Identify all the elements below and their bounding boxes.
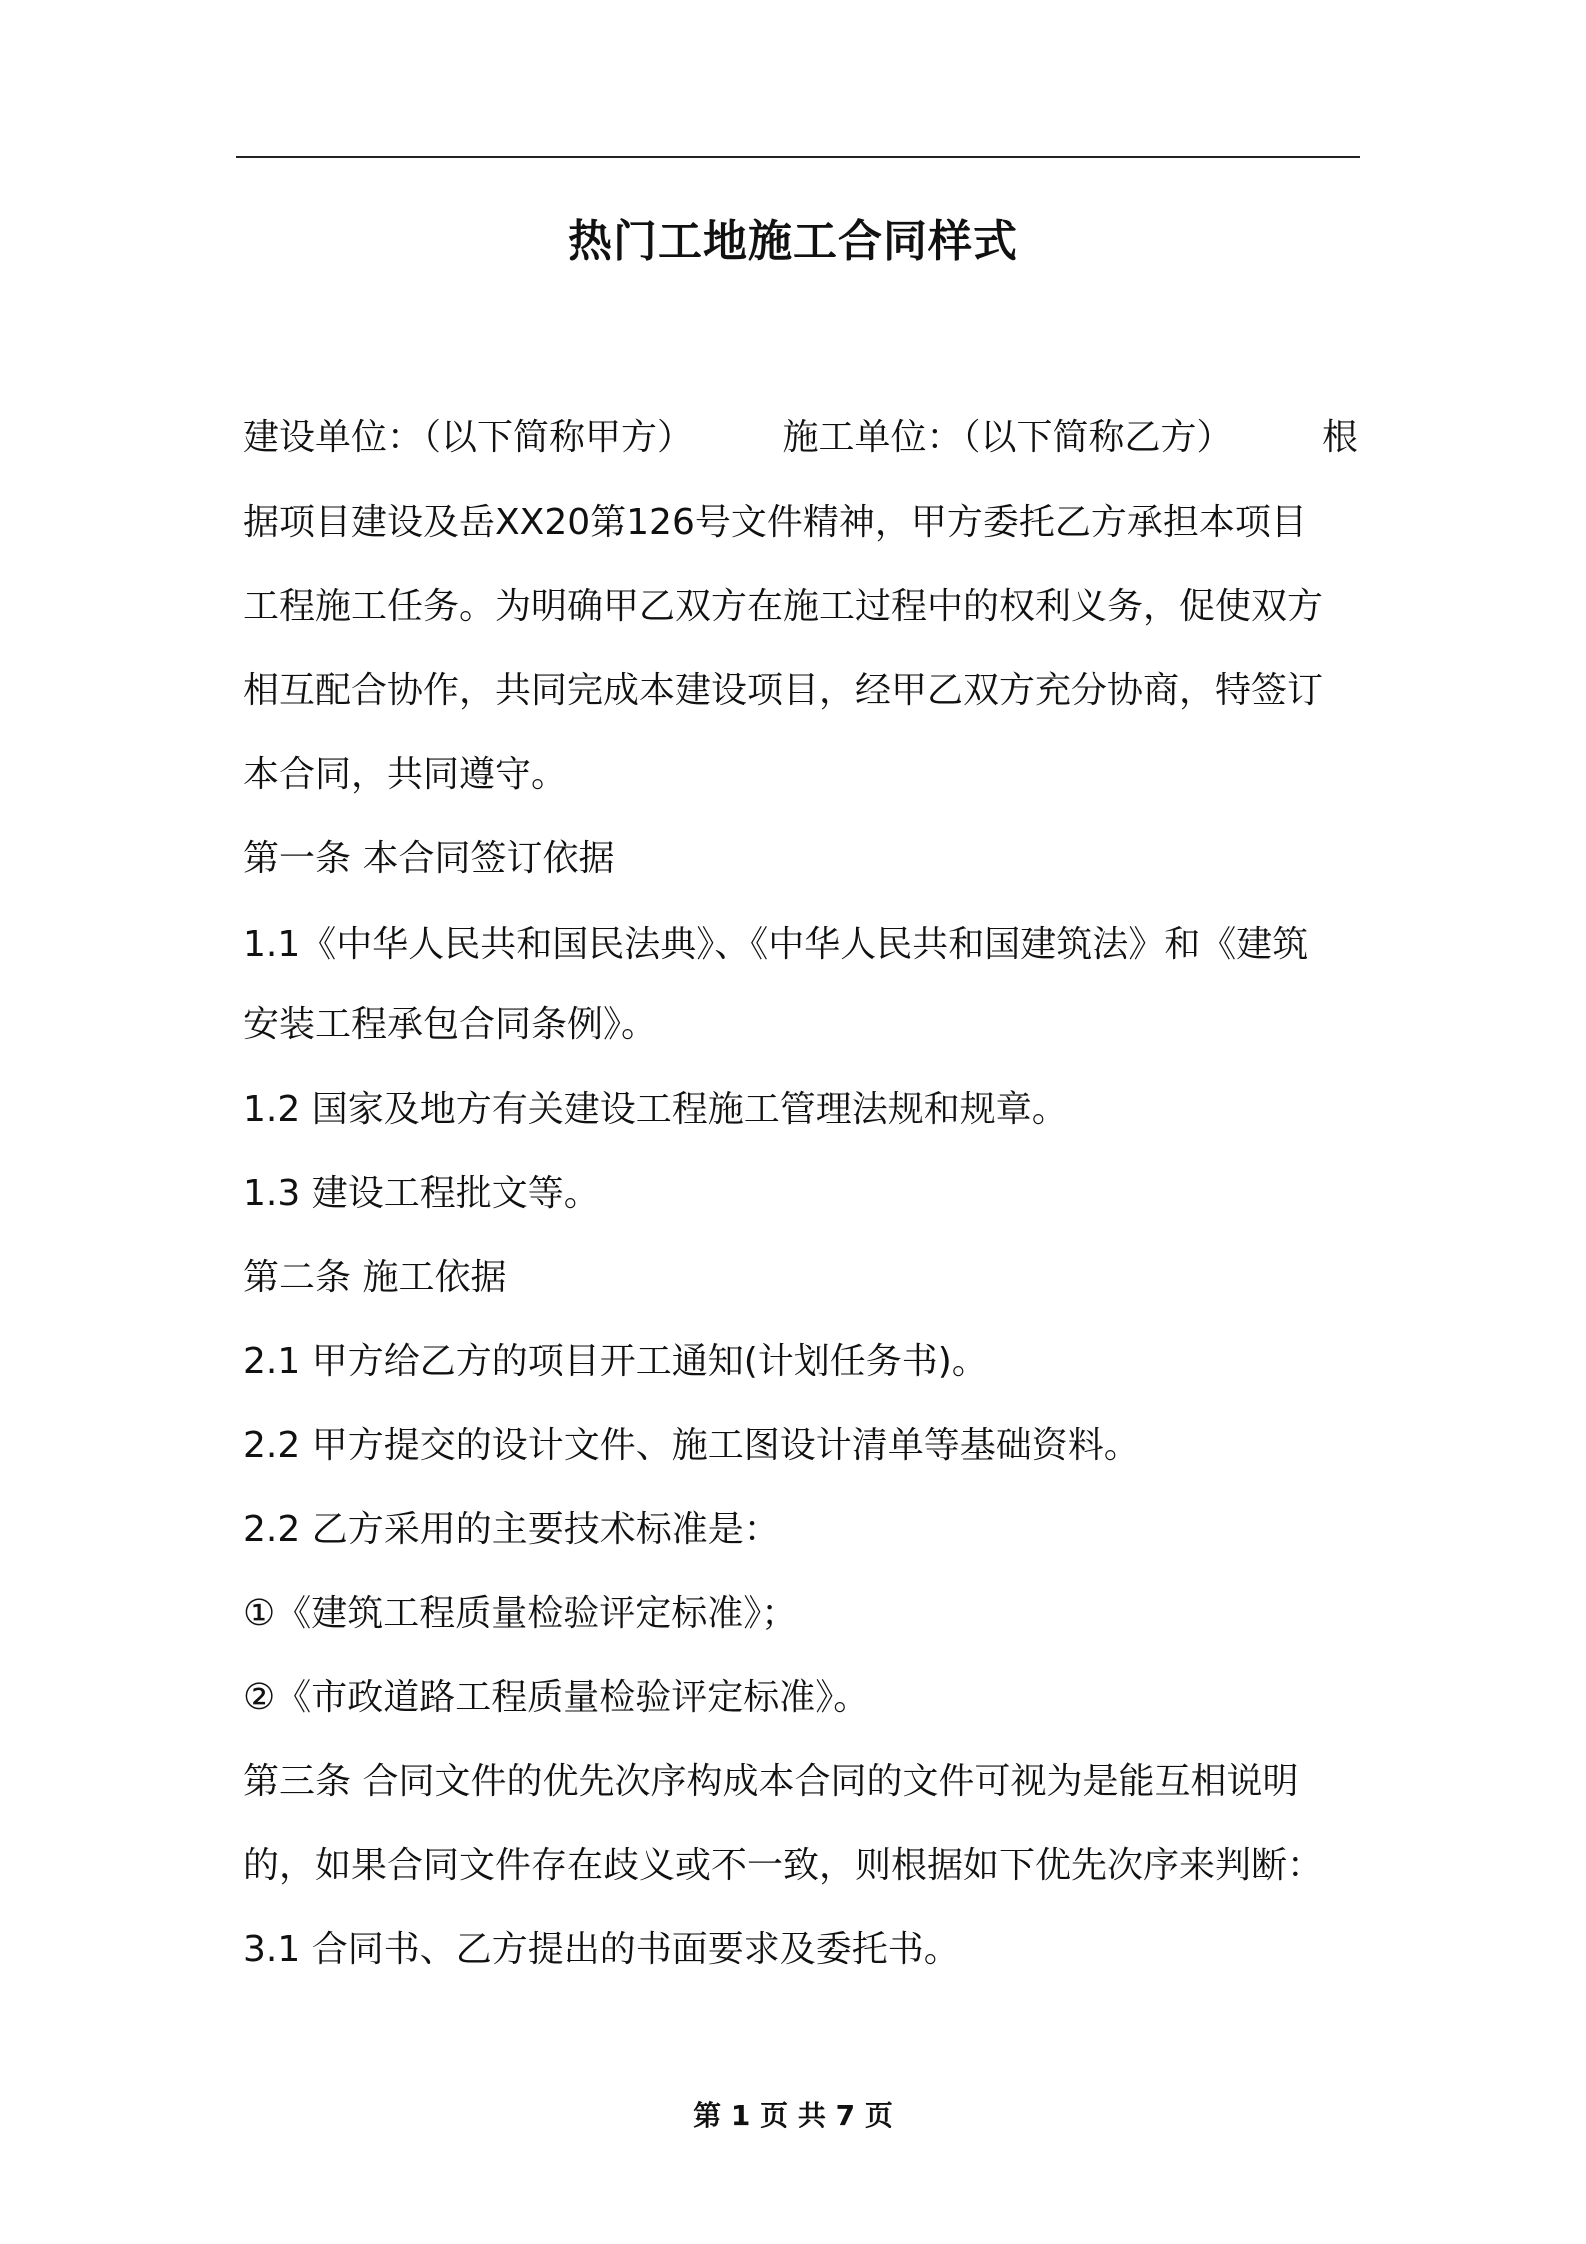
article-1-item-1: 1.1《中华人民共和国民法典》、《中华人民共和国建筑法》和《建筑 [243,924,1309,965]
article-1-item-3: 1.3 建设工程批文等。 [243,1173,600,1214]
article-2-item-1: 2.1 甲方给乙方的项目开工通知(计划任务书)。 [243,1341,988,1382]
article-1-heading: 第一条 本合同签订依据 [243,838,615,879]
intro-line-1 [243,396,1358,480]
standard-item-2: ②《市政道路工程质量检验评定标准》。 [243,1677,870,1718]
page-number-footer: 第 1 页 共 7 页 [693,2099,893,2132]
article-1-item-1-cont: 安装工程承包合同条例》。 [243,1004,658,1045]
article-3-heading-cont: 的，如果合同文件存在歧义或不一致，则根据如下优先次序来判断： [243,1845,1324,1886]
contractor-unit-label: 施工单位：（以下简称乙方） [782,417,1233,458]
article-2-item-2: 2.2 甲方提交的设计文件、施工图设计清单等基础资料。 [243,1425,1140,1466]
document-title: 热门工地施工合同样式 [568,216,1018,267]
header-rule [236,156,1360,158]
article-2-heading: 第二条 施工依据 [243,1257,507,1298]
article-2-item-3: 2.2 乙方采用的主要技术标准是： [243,1509,780,1550]
intro-line-5: 本合同，共同遵守。 [243,754,568,795]
article-1-item-2: 1.2 国家及地方有关建设工程施工管理法规和规章。 [243,1089,1068,1130]
standard-item-1: ①《建筑工程质量检验评定标准》； [243,1593,798,1634]
intro-line-3: 工程施工任务。为明确甲乙双方在施工过程中的权利义务，促使双方 [243,586,1324,627]
intro-line-4: 相互配合协作，共同完成本建设项目，经甲乙双方充分协商，特签订 [243,670,1324,711]
intro-line-1-tail: 根 [1321,417,1358,458]
article-3-heading: 第三条 合同文件的优先次序构成本合同的文件可视为是能互相说明 [243,1761,1299,1802]
intro-line-2: 据项目建设及岳XX20第126号文件精神，甲方委托乙方承担本项目 [243,502,1307,543]
construction-unit-label: 建设单位：（以下简称甲方） [243,417,694,458]
article-3-item-1: 3.1 合同书、乙方提出的书面要求及委托书。 [243,1929,960,1970]
